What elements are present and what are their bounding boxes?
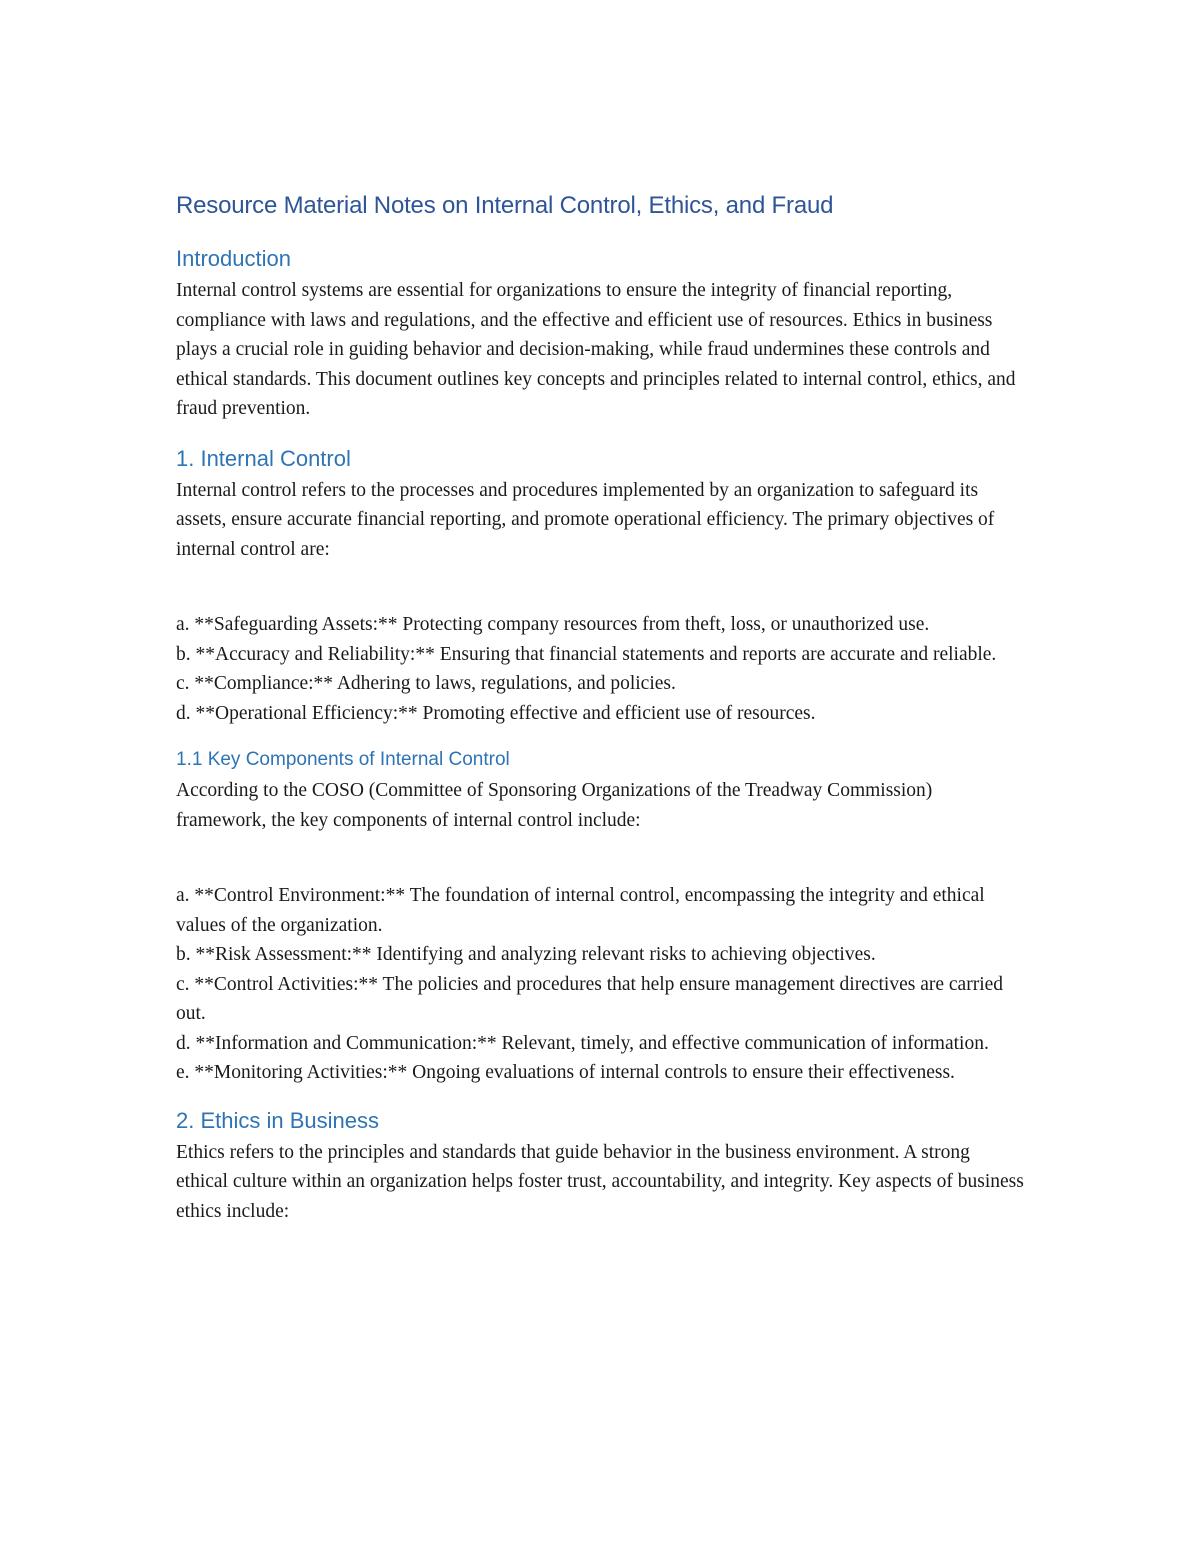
spacer <box>176 835 1026 881</box>
list-item: b. **Accuracy and Reliability:** Ensuring that financial statements and reports are accurate and reliable. <box>176 643 997 665</box>
coso-components-list <box>176 881 1026 1088</box>
document-title: Resource Material Notes on Internal Control, Ethics, and Fraud <box>176 192 834 219</box>
intro-heading: Introduction <box>176 246 291 271</box>
section-1-1-paragraph: According to the COSO (Committee of Sponsoring Organizations of the Treadway Commission) framework, the key components of internal control include: <box>176 780 933 831</box>
document-page <box>176 190 1026 1246</box>
section-1-1-heading: 1.1 Key Components of Internal Control <box>176 749 510 770</box>
list-item: d. **Information and Communication:** Relevant, timely, and effective communication of information. <box>176 1032 989 1054</box>
list-item: b. **Risk Assessment:** Identifying and analyzing relevant risks to achieving objectives. <box>176 944 876 965</box>
section-1-heading: 1. Internal Control <box>176 445 351 471</box>
list-item: c. **Control Activities:** The policies and procedures that help ensure management directives are carried out. <box>176 973 1004 1024</box>
section-2-paragraph: Ethics refers to the principles and standards that guide behavior in the business environment. A strong ethical culture within an organization helps foster trust, accountability, and integrity. Key aspects of business ethics include: <box>176 1141 1024 1222</box>
intro-paragraph: Internal control systems are essential for organizations to ensure the integrity of financial reporting, compliance with laws and regulations, and the effective and efficient use of resources. Ethics in business plays a crucial role in guiding behavior and decision-making, while fraud undermines these controls and ethical standards. This document outlines key concepts and principles related to internal control, ethics, and fraud prevention. <box>176 280 1016 419</box>
list-item: e. **Monitoring Activities:** Ongoing evaluations of internal controls to ensure their effectiveness. <box>176 1062 955 1083</box>
section-2-heading: 2. Ethics in Business <box>176 1107 379 1133</box>
section-1-paragraph: Internal control refers to the processes and procedures implemented by an organization to safeguard its assets, ensure accurate financial reporting, and promote operational efficiency. The primary objectives of internal control are: <box>176 479 995 560</box>
spacer <box>176 564 1026 610</box>
list-item: a. **Control Environment:** The foundation of internal control, encompassing the integrity and ethical values of the organization. <box>176 885 985 936</box>
internal-control-objectives-list <box>176 610 1026 728</box>
list-item: c. **Compliance:** Adhering to laws, regulations, and policies. <box>176 673 676 694</box>
list-item: a. **Safeguarding Assets:** Protecting company resources from theft, loss, or unauthorized use. <box>176 614 930 635</box>
list-item: d. **Operational Efficiency:** Promoting effective and efficient use of resources. <box>176 702 816 724</box>
